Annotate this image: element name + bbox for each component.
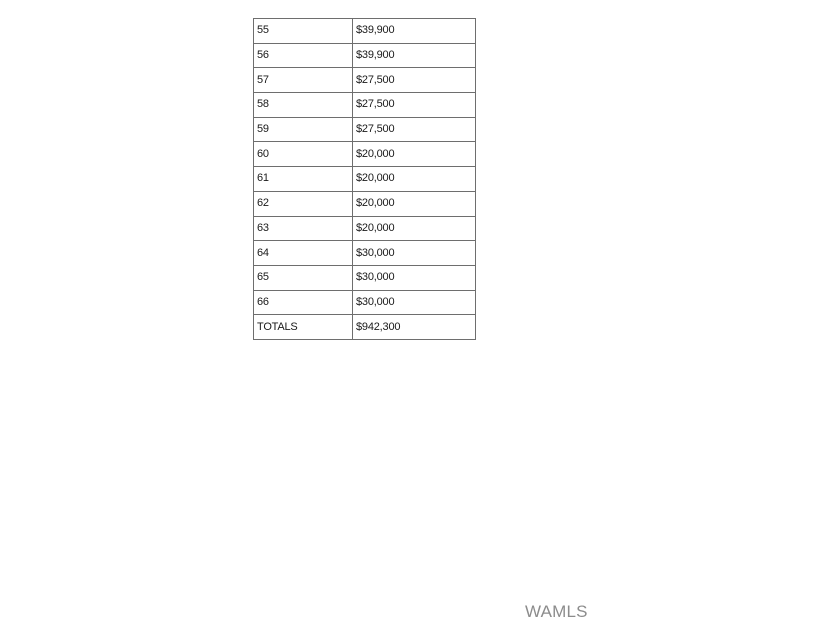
totals-value: $942,300 [353,315,476,340]
lot-price-cell: $20,000 [353,216,476,241]
lot-number-cell: 59 [254,117,353,142]
watermark-logo-text: WAMLS [525,602,588,621]
lot-number-cell: 66 [254,290,353,315]
lot-price-cell: $20,000 [353,191,476,216]
table-row [254,19,476,44]
lot-number-cell: 60 [254,142,353,167]
lot-number-cell: 64 [254,241,353,266]
lot-price-cell: $27,500 [353,68,476,93]
lot-number-cell: 62 [254,191,353,216]
totals-row [254,315,476,340]
lot-price-cell: $27,500 [353,93,476,118]
lot-number-cell: 57 [254,68,353,93]
table-row [254,93,476,118]
lot-price-cell: $39,900 [353,43,476,68]
lot-price-cell: $20,000 [353,167,476,192]
table-row [254,117,476,142]
lot-price-cell: $30,000 [353,241,476,266]
lot-number-cell: 65 [254,265,353,290]
lot-price-cell: $30,000 [353,290,476,315]
table-row [254,167,476,192]
table-row [254,216,476,241]
lot-number-cell: 61 [254,167,353,192]
table-row [254,142,476,167]
lot-price-cell: $20,000 [353,142,476,167]
table-row [254,290,476,315]
lot-price-cell: $30,000 [353,265,476,290]
lot-number-cell: 56 [254,43,353,68]
table-row [254,68,476,93]
table-row [254,191,476,216]
lot-price-cell: $39,900 [353,19,476,44]
table-row [254,43,476,68]
lot-price-table [253,18,476,340]
totals-label: TOTALS [254,315,353,340]
table-row [254,265,476,290]
table-row [254,241,476,266]
lot-number-cell: 63 [254,216,353,241]
lot-number-cell: 58 [254,93,353,118]
lot-number-cell: 55 [254,19,353,44]
lot-price-cell: $27,500 [353,117,476,142]
